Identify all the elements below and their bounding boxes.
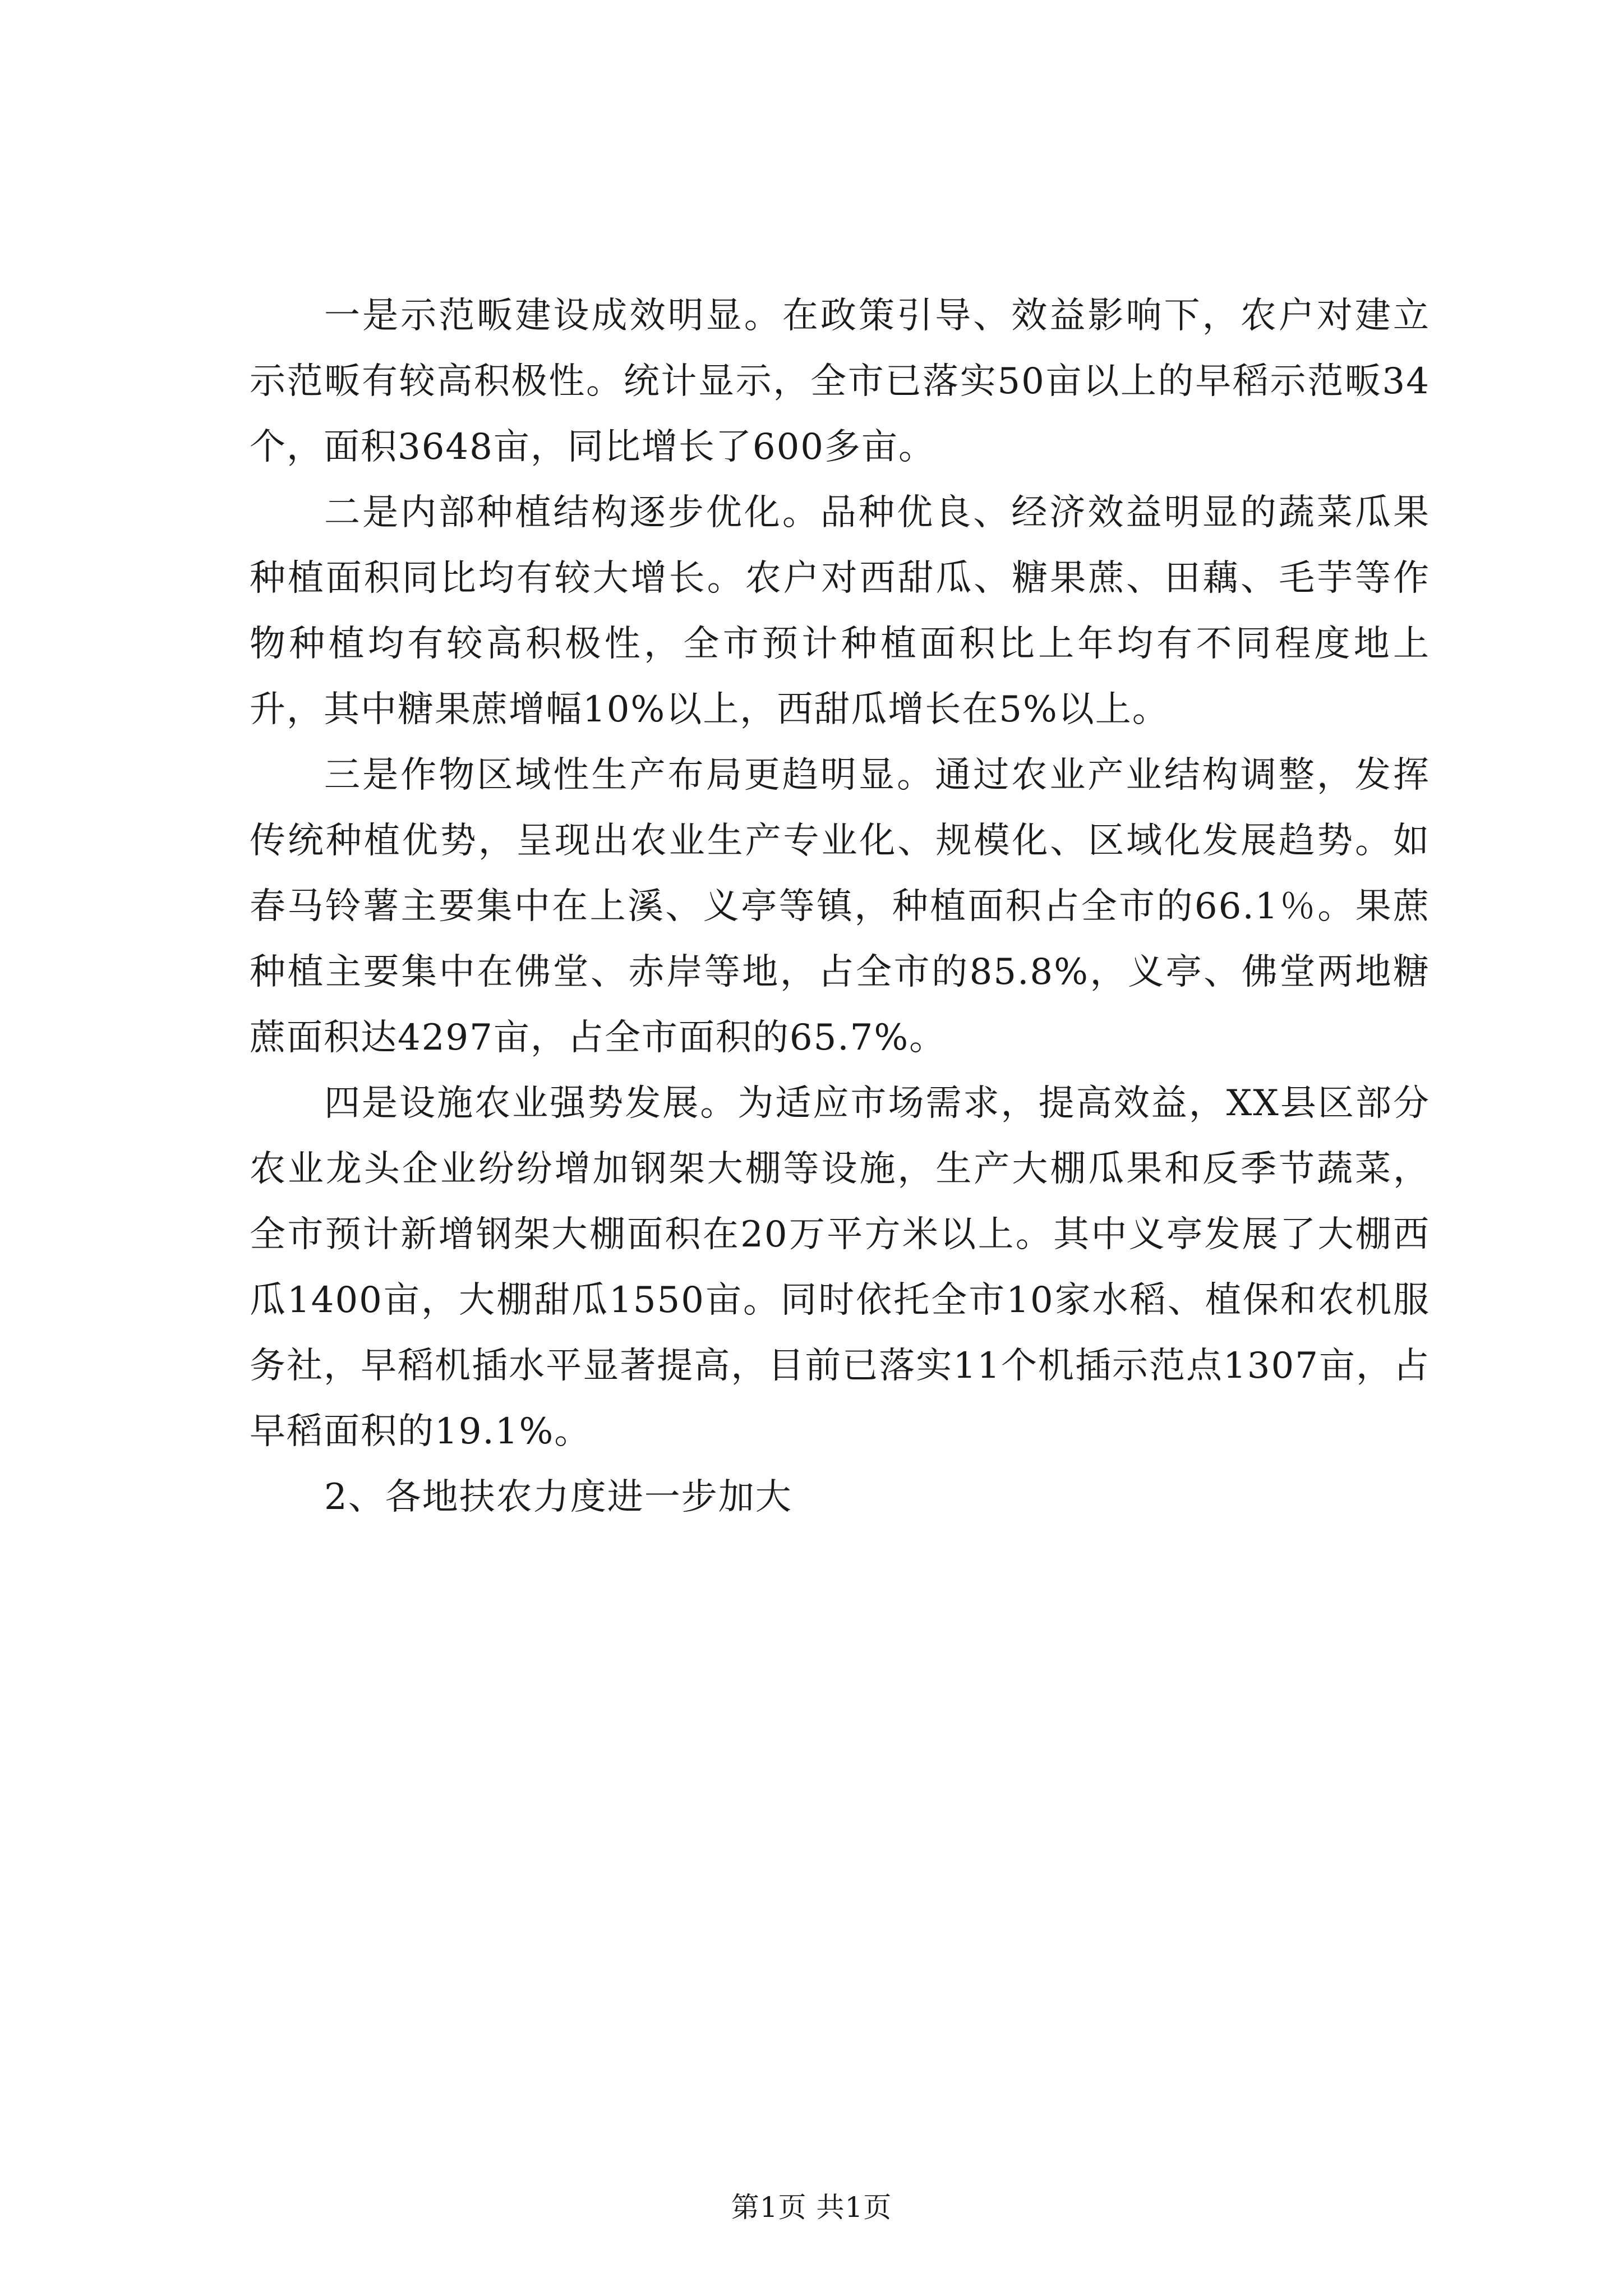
paragraph-planting-structure: 二是内部种植结构逐步优化。品种优良、经济效益明显的蔬菜瓜果种植面积同比均有较大增长。农户对西甜瓜、糖果蔗、田藕、毛芋等作物种植均有较高积极性，全市预计种植面积比上年均有不同程度地上升，其中糖果蔗增幅10%以上，西甜瓜增长在5%以上。 xyxy=(250,492,1430,730)
document-body xyxy=(250,283,1430,1530)
paragraph-regional-layout: 三是作物区域性生产布局更趋明显。通过农业产业结构调整，发挥传统种植优势，呈现出农业生产专业化、规模化、区域化发展趋势。如春马铃薯主要集中在上溪、义亭等镇，种植面积占全市的66.1％。果蔗种植主要集中在佛堂、赤岸等地，占全市的85.8%，义亭、佛堂两地糖蔗面积达4297亩，占全市面积的65.7%。 xyxy=(250,754,1430,1059)
paragraph-demo-fields: 一是示范畈建设成效明显。在政策引导、效益影响下，农户对建立示范畈有较高积极性。统计显示，全市已落实50亩以上的早稻示范畈34个，面积3648亩，同比增长了600多亩。 xyxy=(250,295,1430,468)
paragraph-facility-agriculture: 四是设施农业强势发展。为适应市场需求，提高效益，XX县区部分农业龙头企业纷纷增加钢架大棚等设施，生产大棚瓜果和反季节蔬菜，全市预计新增钢架大棚面积在20万平方米以上。其中义亭发展了大棚西瓜1400亩，大棚甜瓜1550亩。同时依托全市10家水稻、植保和农机服务社，早稻机插水平显著提高，目前已落实11个机插示范点1307亩，占早稻面积的19.1%。 xyxy=(250,1083,1430,1452)
section-heading: 2、各地扶农力度进一步加大 xyxy=(324,1476,792,1518)
page-footer: 第1页 共1页 xyxy=(731,2191,892,2224)
